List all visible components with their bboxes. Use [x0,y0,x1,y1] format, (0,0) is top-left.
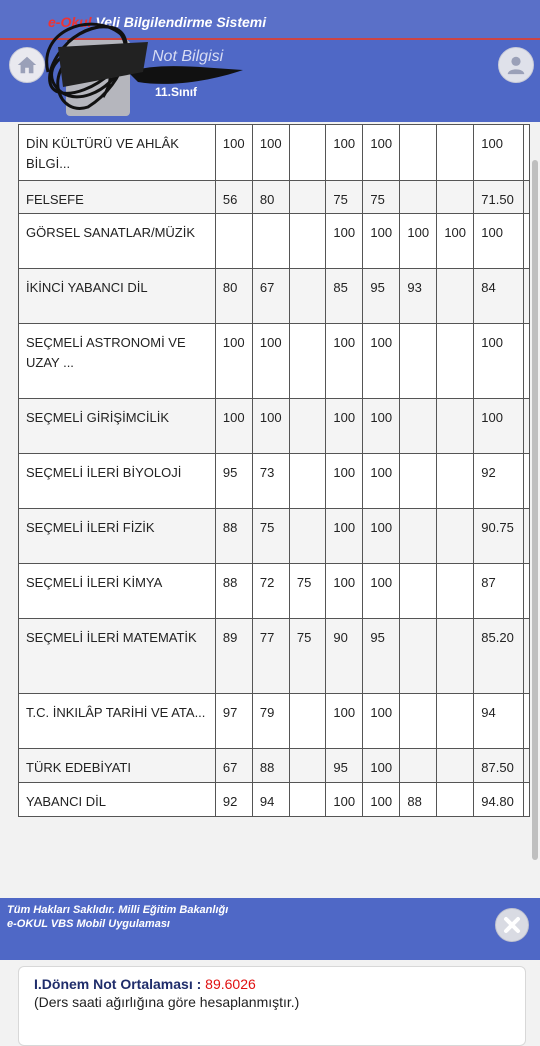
grade-cell: 100 [363,694,400,749]
grade-cell: 95 [215,454,252,509]
grade-cell [437,454,474,509]
average-cell: 100 [474,125,524,181]
grade-cell: 100 [363,125,400,181]
subject-cell: SEÇMELİ İLERİ MATEMATİK [19,619,216,694]
grade-cell: 67 [252,269,289,324]
grade-cell: 88 [400,783,437,817]
grade-cell [400,564,437,619]
average-cell: 87 [474,564,524,619]
grade-cell: 100 [326,399,363,454]
grade-cell: 97 [215,694,252,749]
table-edge-cell [524,181,530,214]
page-title: Not Bilgisi [152,48,224,65]
grade-cell: 56 [215,181,252,214]
table-row [19,269,530,324]
average-cell: 100 [474,214,524,269]
subject-cell: YABANCI DİL [19,783,216,817]
table-row [19,125,530,181]
grade-cell [289,694,326,749]
table-edge-cell [524,783,530,817]
average-cell: 85.20 [474,619,524,694]
grade-cell: 92 [215,783,252,817]
subject-cell: İKİNCİ YABANCI DİL [19,269,216,324]
table-row [19,399,530,454]
grade-cell: 100 [326,694,363,749]
grade-cell [289,454,326,509]
grade-cell [437,125,474,181]
grade-cell [437,324,474,399]
subject-cell: SEÇMELİ İLERİ KİMYA [19,564,216,619]
grade-cell: 95 [363,269,400,324]
grade-cell: 100 [326,564,363,619]
table-edge-cell [524,125,530,181]
grade-cell: 100 [437,214,474,269]
table-row [19,509,530,564]
table-edge-cell [524,214,530,269]
average-cell: 94.80 [474,783,524,817]
grade-cell [400,509,437,564]
subject-cell: SEÇMELİ GİRİŞİMCİLİK [19,399,216,454]
term-average-note: (Ders saati ağırlığına göre hesaplanmıştır.) [34,994,300,1010]
grade-cell: 100 [400,214,437,269]
grade-cell: 88 [252,749,289,783]
average-cell: 84 [474,269,524,324]
grade-cell: 75 [326,181,363,214]
grade-cell: 100 [326,509,363,564]
grade-cell [400,694,437,749]
grade-cell: 100 [252,399,289,454]
grade-cell: 79 [252,694,289,749]
grade-cell [289,181,326,214]
table-row [19,694,530,749]
grade-cell: 88 [215,509,252,564]
grade-cell [437,783,474,817]
grade-cell: 72 [252,564,289,619]
grade-cell: 100 [326,454,363,509]
grade-cell: 100 [363,564,400,619]
grade-cell [400,324,437,399]
user-icon [505,54,527,76]
table-edge-cell [524,564,530,619]
class-label: 11.Sınıf [155,85,198,99]
app-footer [0,898,540,960]
subject-cell: DİN KÜLTÜRÜ VE AHLÂK BİLGİ... [19,125,216,181]
table-row [19,619,530,694]
grades-table-body [19,125,530,817]
subject-cell: T.C. İNKILÂP TARİHİ VE ATA... [19,694,216,749]
grade-cell: 85 [326,269,363,324]
table-row [19,214,530,269]
grade-cell: 75 [289,564,326,619]
table-edge-cell [524,619,530,694]
table-row [19,324,530,399]
grade-cell: 100 [326,783,363,817]
grade-cell [400,181,437,214]
grade-cell [289,125,326,181]
grade-cell: 94 [252,783,289,817]
grade-cell [437,749,474,783]
student-photo [66,40,130,116]
table-row [19,783,530,817]
close-icon [502,915,522,935]
grade-cell [400,619,437,694]
scrollbar[interactable] [532,160,538,860]
average-cell: 92 [474,454,524,509]
grades-table [18,124,530,817]
subject-cell: SEÇMELİ İLERİ BİYOLOJİ [19,454,216,509]
grade-cell: 100 [326,214,363,269]
table-edge-cell [524,269,530,324]
subject-cell: SEÇMELİ İLERİ FİZİK [19,509,216,564]
grade-cell: 100 [363,509,400,564]
grade-cell [289,269,326,324]
table-row [19,181,530,214]
grade-cell [400,749,437,783]
grade-cell [289,324,326,399]
grade-cell: 100 [363,324,400,399]
grade-cell [289,214,326,269]
grade-cell: 100 [326,125,363,181]
grade-cell: 100 [252,125,289,181]
table-edge-cell [524,454,530,509]
grade-cell [400,125,437,181]
grade-cell: 75 [252,509,289,564]
average-cell: 100 [474,324,524,399]
table-row [19,454,530,509]
grade-cell: 100 [363,749,400,783]
grade-cell [289,509,326,564]
grade-cell: 100 [215,324,252,399]
brand-name: Veli Bilgilendirme Sistemi [95,14,267,30]
footer-copyright: Tüm Hakları Saklıdır. Milli Eğitim Bakanlığı [7,904,229,916]
grade-cell: 73 [252,454,289,509]
grade-cell: 77 [252,619,289,694]
grade-cell: 80 [252,181,289,214]
grade-cell [437,181,474,214]
grade-cell [289,783,326,817]
grade-cell: 95 [326,749,363,783]
grade-cell [289,399,326,454]
subject-cell: GÖRSEL SANATLAR/MÜZİK [19,214,216,269]
average-cell: 90.75 [474,509,524,564]
subject-cell: SEÇMELİ ASTRONOMİ VE UZAY ... [19,324,216,399]
subject-cell: TÜRK EDEBİYATI [19,749,216,783]
grade-cell [252,214,289,269]
subject-cell: FELSEFE [19,181,216,214]
grade-cell: 75 [363,181,400,214]
grade-cell [400,454,437,509]
grade-cell: 93 [400,269,437,324]
footer-app-name: e-OKUL VBS Mobil Uygulaması [7,918,170,930]
term-average-label: I.Dönem Not Ortalaması : [34,976,202,992]
grade-cell: 80 [215,269,252,324]
brand-prefix: e-Okul [48,14,92,30]
average-cell: 100 [474,399,524,454]
grade-cell: 100 [252,324,289,399]
grade-cell: 100 [215,125,252,181]
grade-cell: 90 [326,619,363,694]
term-average-value: 89.6026 [205,976,256,992]
home-button[interactable] [9,47,45,83]
average-cell: 87.50 [474,749,524,783]
grade-cell: 100 [363,783,400,817]
header-top-bar [0,0,540,40]
close-button[interactable] [495,908,529,942]
table-edge-cell [524,749,530,783]
grade-cell [437,694,474,749]
table-edge-cell [524,399,530,454]
grade-cell: 100 [215,399,252,454]
grade-cell [437,564,474,619]
grade-cell [437,509,474,564]
average-cell: 71.50 [474,181,524,214]
average-cell: 94 [474,694,524,749]
term-average-line [34,976,510,992]
grade-cell: 89 [215,619,252,694]
table-edge-cell [524,509,530,564]
table-row [19,749,530,783]
grade-cell [437,619,474,694]
grade-cell: 100 [363,214,400,269]
grade-cell [400,399,437,454]
grade-cell: 100 [326,324,363,399]
grade-cell: 100 [363,454,400,509]
grade-cell [215,214,252,269]
home-icon [16,54,38,76]
app-header [0,0,540,122]
grade-cell [289,749,326,783]
grade-cell [437,399,474,454]
table-edge-cell [524,694,530,749]
profile-button[interactable] [498,47,534,83]
grade-cell: 88 [215,564,252,619]
grade-cell: 67 [215,749,252,783]
grade-cell: 95 [363,619,400,694]
grade-cell [437,269,474,324]
grade-cell: 75 [289,619,326,694]
term-average-card [18,966,526,1046]
grade-cell: 100 [363,399,400,454]
table-row [19,564,530,619]
table-edge-cell [524,324,530,399]
brand-title [48,14,266,30]
